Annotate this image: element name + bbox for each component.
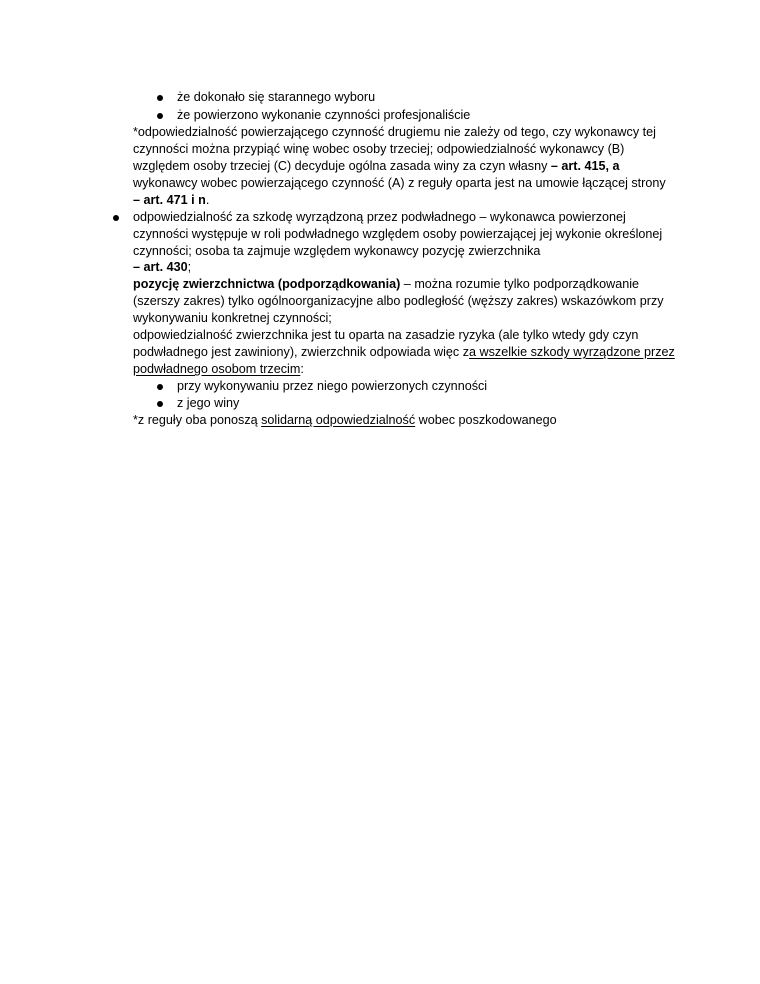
note-line — [133, 412, 557, 429]
paragraph-line: odpowiedzialność zwierzchnika jest tu oparta na zasadzie ryzyka (ale tylko wtedy gdy czyn — [133, 328, 639, 342]
list-item: że dokonało się starannego wyboru — [177, 90, 376, 104]
paragraph-text: ; — [187, 260, 192, 274]
note-line: czynności można przypiąć winę wobec osoby trzeciej; odpowiedzialność wykonawcy (B) — [133, 142, 625, 156]
bullet-dot — [157, 384, 163, 390]
article-reference: – art. 415 — [550, 159, 606, 173]
note-text: . — [205, 193, 210, 207]
paragraph-text: – można rozumie tylko podporządkowanie — [400, 277, 640, 291]
underlined-text: solidarną odpowiedzialność — [261, 413, 416, 427]
note-text: wobec poszkodowanego — [415, 413, 557, 427]
article-reference: – art. 430 — [133, 260, 188, 274]
paragraph-line: czynności; osoba ta zajmuje względem wykonawcy pozycję zwierzchnika — [133, 244, 541, 258]
paragraph-line — [133, 276, 639, 293]
paragraph-text: : — [300, 362, 304, 376]
note-line: *odpowiedzialność powierzającego czynność drugiemu nie zależy od tego, czy wykonawcy tej — [133, 125, 656, 139]
underlined-text: a wszelkie szkody wyrządzone przez — [469, 345, 675, 359]
paragraph-text: podwładnego jest zawiniony), zwierzchnik odpowiada więc z — [133, 345, 470, 359]
bullet-dot — [157, 95, 163, 101]
paragraph-line: wykonywaniu konkretnej czynności; — [133, 311, 332, 325]
paragraph-line — [133, 361, 304, 378]
paragraph-line — [133, 344, 675, 361]
note-text: względem osoby trzeciej (C) decyduje ogólna zasada winy za czyn własny — [133, 159, 551, 173]
article-reference: – art. 471 i n — [133, 193, 206, 207]
bullet-dot — [113, 215, 119, 221]
note-line: wykonawcy wobec powierzającego czynność (A) z reguły oparta jest na umowie łączącej strony — [133, 176, 666, 190]
term-heading: pozycję zwierzchnictwa (podporządkowania) — [133, 277, 401, 291]
list-item: że powierzono wykonanie czynności profesjonaliście — [177, 108, 471, 122]
note-line — [133, 192, 209, 209]
underlined-text: podwładnego osobom trzecim — [133, 362, 301, 376]
note-line — [133, 158, 620, 175]
paragraph-line: (szerszy zakres) tylko ogólnoorganizacyjne albo podległość (węższy zakres) wskazówkom przy — [133, 294, 664, 308]
bullet-dot — [157, 401, 163, 407]
note-text: , a — [605, 159, 620, 173]
note-text: *z reguły oba ponoszą — [133, 413, 262, 427]
list-item: z jego winy — [177, 396, 240, 410]
list-item: przy wykonywaniu przez niego powierzonych czynności — [177, 379, 488, 393]
bullet-dot — [157, 113, 163, 119]
paragraph-line: czynności występuje w roli podwładnego względem osoby powierzającej jej wykonie określonej — [133, 227, 663, 241]
paragraph-line — [133, 259, 191, 276]
paragraph-line: odpowiedzialność za szkodę wyrządzoną przez podwładnego – wykonawca powierzonej — [133, 210, 626, 224]
